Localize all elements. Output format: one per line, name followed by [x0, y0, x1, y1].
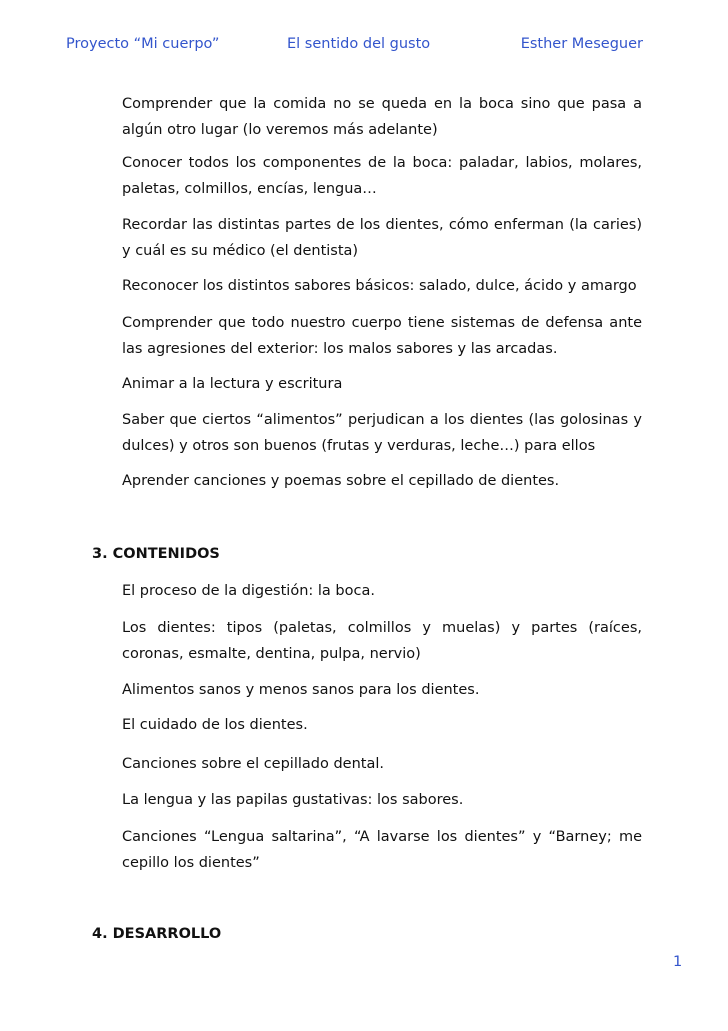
header-author: Esther Meseguer [520, 36, 643, 52]
content-item: Los dientes: tipos (paletas, colmillos y muelas) y partes (raíces, coronas, esmalte, dentina, pulpa, nervio) [122, 620, 642, 662]
content-item: Alimentos sanos y menos sanos para los dientes. [122, 682, 480, 698]
content-item: Canciones sobre el cepillado dental. [122, 756, 384, 772]
page-header [0, 36, 728, 56]
page-number: 1 [673, 954, 683, 970]
objective-paragraph: Conocer todos los componentes de la boca: paladar, labios, molares, paletas, colmillos, encías, lengua… [122, 155, 642, 197]
section-title-desarrollo: 4. DESARROLLO [92, 926, 222, 942]
objective-paragraph: Comprender que todo nuestro cuerpo tiene sistemas de defensa ante las agresiones del exterior: los malos sabores y las arcadas. [122, 315, 642, 357]
content-item: La lengua y las papilas gustativas: los sabores. [122, 792, 464, 808]
section-title-contenidos: 3. CONTENIDOS [92, 546, 220, 562]
content-item: El cuidado de los dientes. [122, 717, 308, 733]
content-item: El proceso de la digestión: la boca. [122, 583, 375, 599]
objective-paragraph: Recordar las distintas partes de los dientes, cómo enferman (la caries) y cuál es su médico (el dentista) [122, 217, 642, 259]
objective-paragraph: Animar a la lectura y escritura [122, 376, 343, 392]
header-project-title: Proyecto “Mi cuerpo” [66, 36, 220, 52]
objective-paragraph: Reconocer los distintos sabores básicos: salado, dulce, ácido y amargo [122, 278, 637, 294]
header-topic: El sentido del gusto [287, 36, 431, 52]
objective-paragraph: Comprender que la comida no se queda en la boca sino que pasa a algún otro lugar (lo veremos más adelante) [122, 96, 642, 138]
objective-paragraph: Saber que ciertos “alimentos” perjudican a los dientes (las golosinas y dulces) y otros son buenos (frutas y verduras, leche…) para ellos [122, 412, 642, 454]
content-item: Canciones “Lengua saltarina”, “A lavarse los dientes” y “Barney; me cepillo los dientes” [122, 829, 642, 871]
objective-paragraph: Aprender canciones y poemas sobre el cepillado de dientes. [122, 473, 560, 489]
